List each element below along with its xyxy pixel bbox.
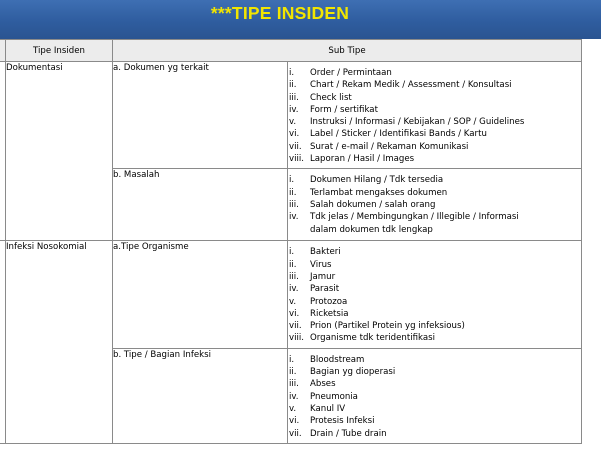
- list-item: [288, 199, 581, 211]
- item-numeral: v.: [289, 403, 297, 414]
- list-item: [288, 141, 581, 153]
- item-numeral: iii.: [289, 379, 299, 390]
- item-text: Prion (Partikel Protein yg infeksious): [310, 321, 465, 332]
- item-text: Dokumen Hilang / Tdk tersedia: [310, 175, 444, 186]
- sub-type-list: [288, 241, 581, 347]
- list-item: [288, 153, 581, 165]
- incident-type-table: [0, 39, 582, 444]
- sub-type-cell: [288, 241, 582, 348]
- item-numeral: ii.: [289, 367, 297, 378]
- item-text: Bagian yg dioperasi: [310, 367, 396, 378]
- list-item: [288, 415, 581, 427]
- item-text: Bakteri: [310, 247, 341, 258]
- title-banner: [0, 0, 601, 39]
- item-numeral: iv.: [289, 212, 299, 223]
- list-item: [288, 187, 581, 199]
- item-text: Chart / Rekam Medik / Assessment / Konsultasi: [310, 80, 512, 91]
- list-item: [288, 428, 581, 440]
- list-item: [288, 332, 581, 344]
- list-item: [288, 174, 581, 186]
- sub-type-list: [288, 349, 581, 443]
- item-numeral: ii.: [289, 187, 297, 198]
- item-text: Check list: [310, 92, 352, 103]
- item-text: Organisme tdk teridentifikasi: [310, 333, 435, 344]
- sub-category: a.Tipe Organisme: [113, 241, 288, 348]
- item-text: Virus: [310, 259, 332, 270]
- list-item: [288, 296, 581, 308]
- item-numeral: ii.: [289, 80, 297, 91]
- item-numeral: viii.: [289, 333, 304, 344]
- item-text: Parasit: [310, 284, 340, 295]
- item-numeral: ii.: [289, 259, 297, 270]
- item-numeral: i.: [289, 68, 295, 78]
- list-item: [288, 246, 581, 258]
- item-numeral: vi.: [289, 129, 300, 140]
- list-item: [288, 378, 581, 390]
- item-text: Bloodstream: [310, 354, 365, 365]
- item-numeral: viii.: [289, 154, 304, 165]
- item-text: Tdk jelas / Membingungkan / Illegible / Informasi dalam dokumen tdk lengkap: [310, 212, 519, 235]
- item-numeral: vi.: [289, 416, 300, 427]
- list-item: [288, 283, 581, 295]
- item-text: Drain / Tube drain: [310, 428, 387, 439]
- item-text: Jamur: [310, 271, 336, 282]
- item-text: Instruksi / Informasi / Kebijakan / SOP / Guidelines: [310, 117, 525, 128]
- list-item: [288, 320, 581, 332]
- item-numeral: vi.: [289, 308, 300, 319]
- header-sub-tipe: Sub Tipe: [113, 40, 582, 62]
- sub-type-cell: [288, 348, 582, 443]
- list-item: [288, 104, 581, 116]
- list-item: [288, 308, 581, 320]
- sub-type-list: [288, 62, 581, 168]
- item-text: Protozoa: [310, 296, 348, 307]
- page-title: ***TIPE INSIDEN: [210, 3, 350, 23]
- item-numeral: iv.: [289, 284, 299, 295]
- sub-type-list: [288, 169, 581, 238]
- sub-category: b. Masalah: [113, 169, 288, 241]
- incident-type: Dokumentasi: [6, 62, 113, 241]
- item-text: Abses: [310, 379, 336, 390]
- sub-type-cell: [288, 169, 582, 241]
- item-numeral: iii.: [289, 199, 299, 210]
- item-text: Terlambat mengakses dokumen: [310, 187, 448, 198]
- list-item: [288, 211, 581, 236]
- list-item: [288, 403, 581, 415]
- item-numeral: v.: [289, 296, 297, 307]
- item-numeral: vii.: [289, 321, 302, 332]
- item-text: Label / Sticker / Identifikasi Bands / Kartu: [310, 129, 487, 140]
- item-numeral: iv.: [289, 104, 299, 115]
- item-text: Order / Permintaan: [310, 68, 392, 78]
- list-item: [288, 366, 581, 378]
- item-numeral: iii.: [289, 271, 299, 282]
- table-row: [0, 241, 582, 348]
- item-numeral: i.: [289, 175, 295, 186]
- item-text: Pneumonia: [310, 391, 358, 402]
- list-item: [288, 391, 581, 403]
- sub-category: b. Tipe / Bagian Infeksi: [113, 348, 288, 443]
- item-numeral: vii.: [289, 428, 302, 439]
- list-item: [288, 67, 581, 79]
- item-text: Salah dokumen / salah orang: [310, 199, 436, 210]
- list-item: [288, 271, 581, 283]
- table-row: [0, 62, 582, 169]
- list-item: [288, 92, 581, 104]
- list-item: [288, 259, 581, 271]
- table-header-row: [0, 40, 582, 62]
- item-text: Laporan / Hasil / Images: [310, 154, 415, 165]
- list-item: [288, 116, 581, 128]
- item-numeral: iii.: [289, 92, 299, 103]
- item-numeral: v.: [289, 117, 297, 128]
- list-item: [288, 128, 581, 140]
- item-numeral: vii.: [289, 141, 302, 152]
- header-tipe-insiden: Tipe Insiden: [6, 40, 113, 62]
- item-numeral: i.: [289, 247, 295, 258]
- item-text: Form / sertifikat: [310, 104, 378, 115]
- item-text: Kanul IV: [310, 403, 346, 414]
- item-text: Protesis Infeksi: [310, 416, 375, 427]
- item-text: Surat / e-mail / Rekaman Komunikasi: [310, 141, 469, 152]
- item-numeral: i.: [289, 354, 295, 365]
- item-text: Ricketsia: [310, 308, 349, 319]
- incident-type: Infeksi Nosokomial: [6, 241, 113, 443]
- sub-type-cell: [288, 62, 582, 169]
- list-item: [288, 354, 581, 366]
- list-item: [288, 79, 581, 91]
- item-numeral: iv.: [289, 391, 299, 402]
- sub-category: a. Dokumen yg terkait: [113, 62, 288, 169]
